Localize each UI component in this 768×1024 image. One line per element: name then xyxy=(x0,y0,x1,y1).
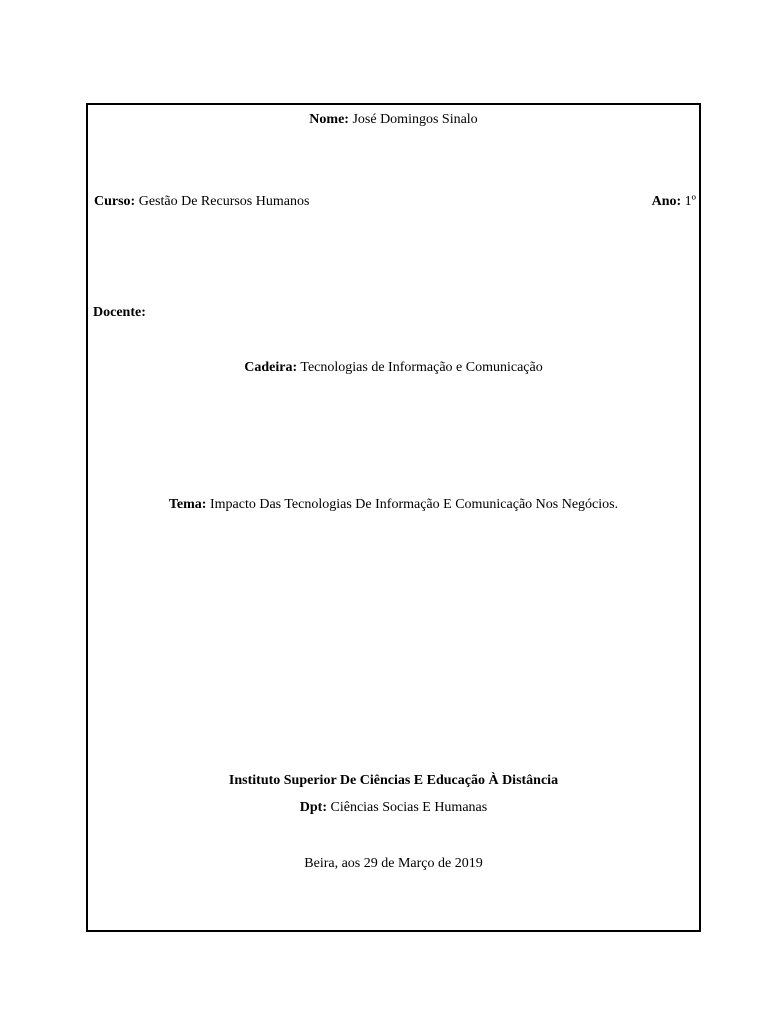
place-date: Beira, aos 29 de Março de 2019 xyxy=(304,856,483,871)
theme-label: Tema: xyxy=(168,497,207,512)
subject-value: Tecnologias de Informação e Comunicação xyxy=(300,360,543,375)
department-value: Ciências Socias E Humanas xyxy=(330,800,488,815)
year-value: 1º xyxy=(684,194,696,209)
department-label: Dpt: xyxy=(299,800,328,815)
cover-page-frame xyxy=(86,103,701,932)
course-value: Gestão De Recursos Humanos xyxy=(138,194,310,209)
year-label: Ano: xyxy=(651,194,682,209)
theme-line xyxy=(88,496,699,514)
institute-line xyxy=(88,772,699,790)
teacher-line xyxy=(93,304,146,322)
institute-name: Instituto Superior De Ciências E Educação À Distância xyxy=(228,773,559,788)
course-line xyxy=(94,193,309,211)
year-line xyxy=(652,193,696,211)
course-label: Curso: xyxy=(94,194,136,209)
name-value: José Domingos Sinalo xyxy=(352,112,478,127)
name-line xyxy=(88,111,699,129)
subject-label: Cadeira: xyxy=(244,360,298,375)
subject-line xyxy=(88,359,699,377)
department-line xyxy=(88,799,699,817)
theme-value: Impacto Das Tecnologias De Informação E Comunicação Nos Negócios. xyxy=(209,497,619,512)
teacher-label: Docente: xyxy=(93,305,146,320)
place-date-line xyxy=(88,855,699,873)
name-label: Nome: xyxy=(309,112,349,127)
